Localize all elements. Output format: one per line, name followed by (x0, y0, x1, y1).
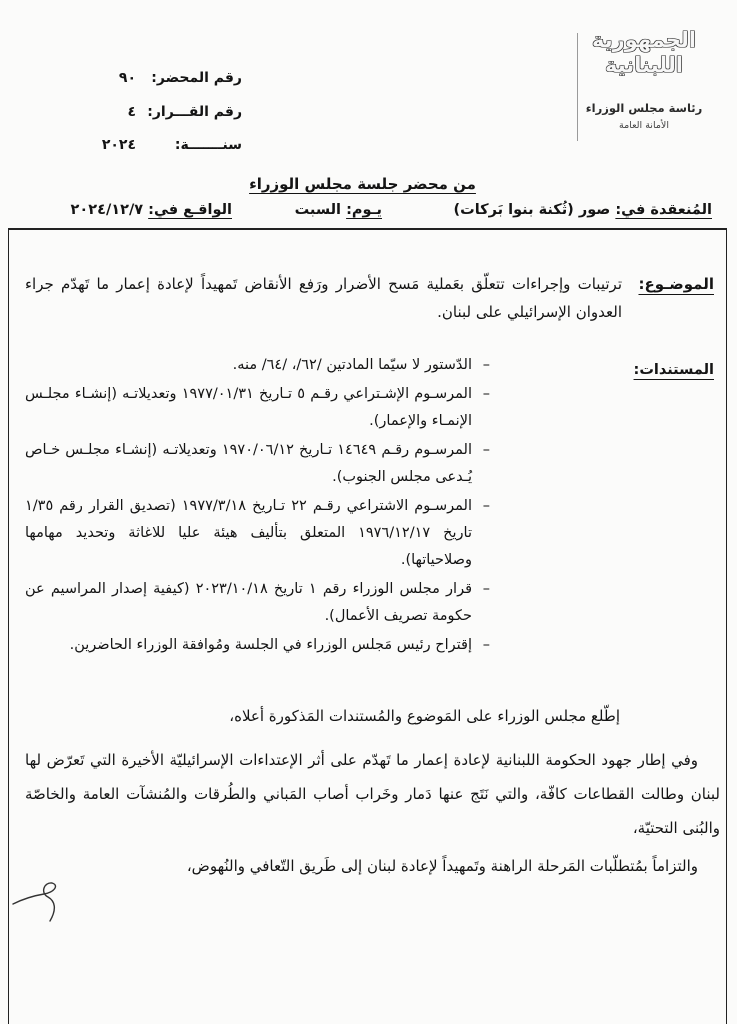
office-name: رئاسة مجلس الوزراء (585, 101, 703, 115)
body-paragraph: وفي إطار جهود الحكومة اللبنانية لإعادة إعمار ما تَهدّم على أثر الإعتداءات الإسرائيليّة الأخيرة التي تَعرّض لها لبنان وطالت القطاعات كافّة، والتي نَتَج عنها دَمار وخَراب أصاب المَباني والطُرقات والمُنشآت العامة والخاصّة والبُنى التحتيّة، (25, 751, 720, 837)
document-item-text: المرسـوم الاشتراعي رقـم ٢٢ تـاريخ ١٩٧٧/٣/١٨ (تصديق القرار رقم ١/٣٥ تاريخ ١٩٧٦/١٢/١٧ المتعلق بتأليف هيئة عليا للاغاثة وتحديد مهامها وصلاحياتها). (25, 498, 472, 568)
list-bullet: – (482, 386, 490, 402)
body-paragraph: إطّلع مجلس الوزراء على المَوضوع والمُستندات المَذكورة أعلاه، (229, 707, 620, 725)
document-item-text: المرسـوم رقـم ١٤٦٤٩ تـاريخ ١٩٧٠/٠٦/١٢ وتعديلاتـه (إنشـاء مجلـس خـاص يُـدعى مجلس الجنوب). (25, 442, 472, 485)
list-bullet: – (482, 581, 490, 597)
subject-section (25, 270, 714, 326)
subject-label: الموضـوع: (638, 275, 714, 293)
minutes-number-label: رقم المحضر: (151, 70, 242, 86)
list-bullet: – (482, 442, 490, 458)
document-item (25, 381, 490, 435)
document-item-text: إقتراح رئيس مَجلس الوزراء في الجلسة ومُوافقة الوزراء الحاضرين. (69, 637, 472, 653)
minutes-number-row (77, 67, 242, 89)
document-item (25, 352, 490, 379)
documents-label-column (490, 352, 714, 661)
document-item-text: قرار مجلس الوزراء رقم ١ تاريخ ٢٠٢٣/١٠/١٨ (كيفية إصدار المراسيم عن حكومة تصريف الأعمال). (25, 581, 473, 624)
secretariat-name: الأمانة العامة (619, 120, 669, 131)
year-label: سنـــــــة: (174, 137, 242, 153)
letterhead-divider (577, 33, 578, 141)
document-item (25, 437, 490, 491)
list-bullet: – (482, 498, 490, 514)
document-item-text: المرسـوم الإشـتراعي رقـم ٥ تـاريخ ١٩٧٧/٠١/٣١ وتعديلاتـه (إنشـاء مجلـس الإنمـاء والإعمار). (25, 386, 472, 429)
session-date-label: الواقـع في: (148, 202, 232, 218)
decision-number-label: رقم القـــرار: (147, 104, 242, 120)
minutes-number-value: ٩٠ (118, 70, 136, 86)
documents-list (25, 352, 490, 661)
republic-line-2: اللبنانية (605, 53, 683, 77)
document-item (25, 493, 490, 574)
documents-label: المستندات: (633, 362, 714, 378)
list-bullet: – (482, 357, 490, 373)
document-item (25, 576, 490, 630)
session-date (71, 199, 232, 221)
page-title (0, 172, 725, 196)
handwritten-signature (10, 880, 62, 926)
republic-line-1: الجمهورية (591, 28, 697, 52)
year-row (77, 134, 242, 156)
document-item (25, 632, 490, 659)
session-day (295, 199, 382, 221)
session-day-label: يـوم: (346, 202, 382, 218)
list-bullet: – (482, 637, 490, 653)
decision-number-value: ٤ (127, 104, 136, 120)
year-value: ٢٠٢٤ (101, 137, 136, 153)
session-date-value: ٢٠٢٤/١٢/٧ (70, 202, 144, 218)
session-day-value: السبت (294, 202, 342, 218)
republic-emblem-text (582, 28, 706, 78)
page-title-text: من محضر جلسة مجلس الوزراء (249, 175, 476, 193)
letterhead (582, 28, 706, 132)
session-location (454, 199, 712, 221)
session-location-label: المُنعقدة في: (615, 202, 712, 218)
body-paragraph: والتزاماً بمُتطلّبات المَرحلة الراهنة وتَمهيداً لإعادة لبنان إلى طَريق التّعافي والنُهوض، (186, 857, 698, 875)
documents-section (25, 352, 714, 661)
document-frame (8, 228, 727, 1024)
session-location-value: صور (ثُكنة بنوا بَركات) (453, 202, 611, 218)
decision-number-row (77, 101, 242, 123)
subject-text: ترتيبات وإجراءات تتعلّق بعَملية مَسح الأضرار ورَفع الأنقاض تَمهيداً لإعادة إعمار ما تَهدّم جراء العدوان الإسرائيلي على لبنان. (25, 275, 622, 321)
body-text (25, 699, 720, 883)
document-item-text: الدّستور لا سيّما المادتين /٦٢/، /٦٤/ منه. (232, 357, 472, 373)
